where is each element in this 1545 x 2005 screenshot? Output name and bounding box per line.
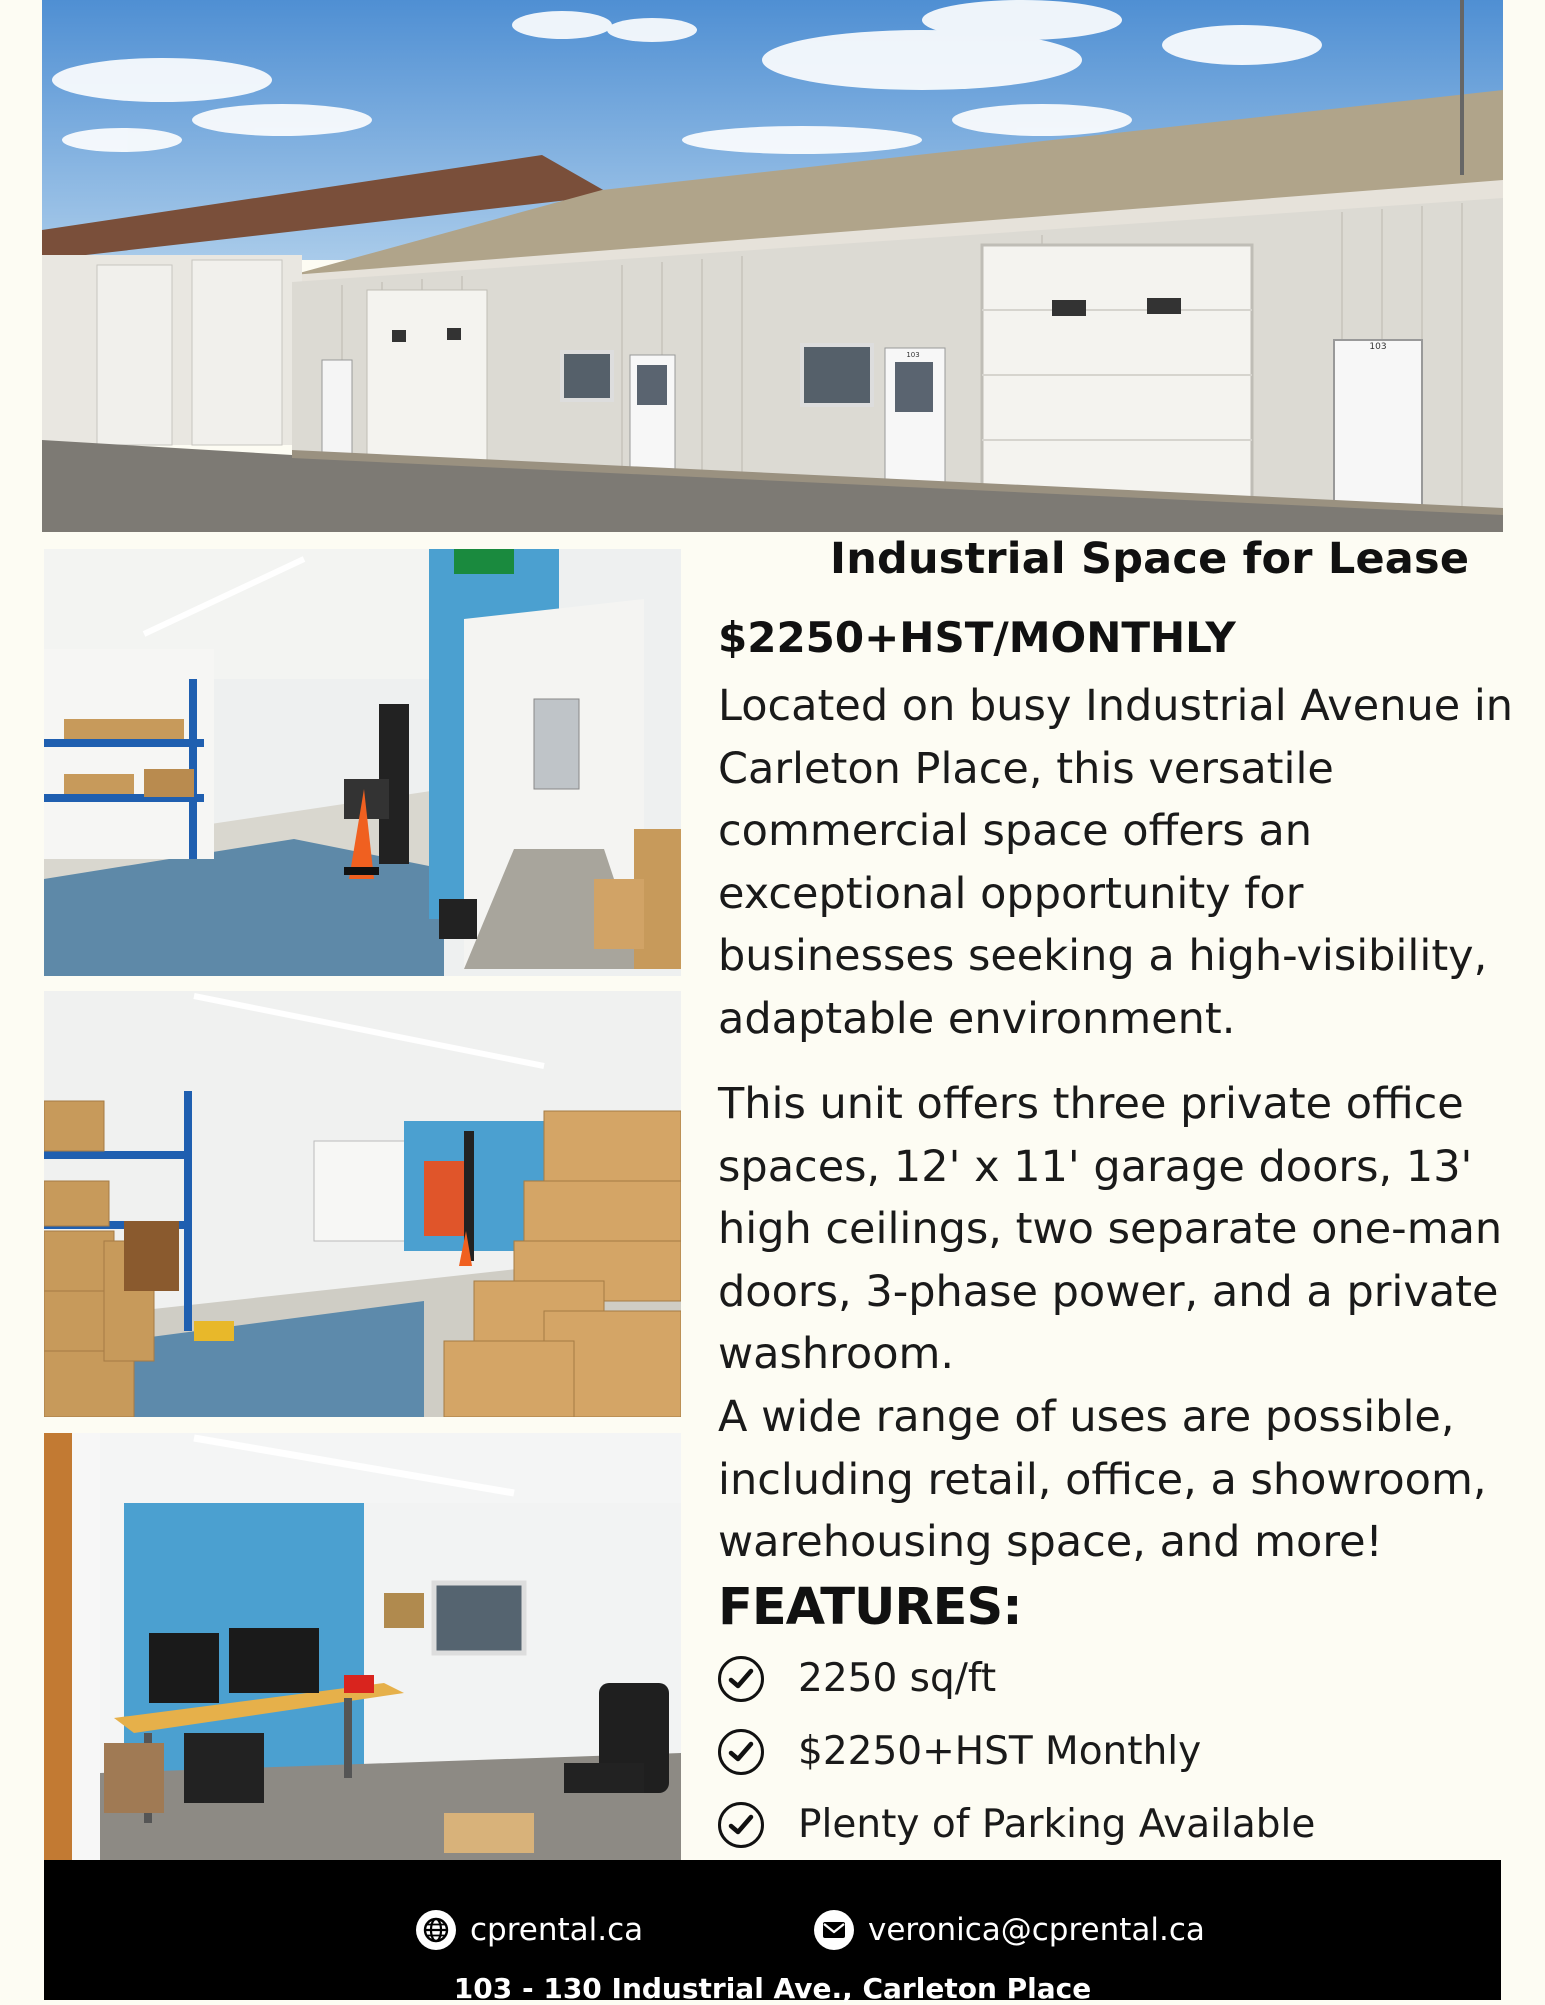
envelope-icon (814, 1910, 854, 1950)
website-link[interactable] (416, 1910, 643, 1950)
description-paragraph: This unit offers three private office spaces, 12' x 11' garage doors, 13' high ceilings, two separate one-man doors, 3-phase power, and a private washroom. (718, 1079, 1503, 1379)
door-number-label: 103 (906, 351, 920, 359)
building-exterior-photo (42, 0, 1503, 532)
check-circle-icon (718, 1802, 764, 1848)
email-text: veronica@cprental.ca (868, 1912, 1205, 1948)
description-paragraph: Located on busy Industrial Avenue in Carleton Place, this versatile commercial space offers an exceptional opportunity for businesses seeking a high-visibility, adaptable environment. (718, 681, 1514, 1044)
office-photo (44, 1433, 681, 1860)
feature-item (718, 1715, 1315, 1788)
feature-item (718, 1642, 1315, 1715)
check-circle-icon (718, 1656, 764, 1702)
features-heading: FEATURES: (718, 1578, 1022, 1637)
page-title: Industrial Space for Lease (830, 534, 1470, 584)
warehouse-hallway-photo (44, 549, 681, 976)
door-number-label: 103 (1369, 342, 1387, 352)
email-link[interactable] (814, 1910, 1205, 1950)
check-circle-icon (718, 1729, 764, 1775)
features-list (718, 1642, 1315, 1861)
contact-footer (44, 1860, 1501, 2005)
lease-price: $2250+HST/MONTHLY (718, 613, 1236, 662)
globe-icon (416, 1910, 456, 1950)
feature-text: Plenty of Parking Available (798, 1802, 1316, 1847)
description-paragraph: A wide range of uses are possible, including retail, office, a showroom, warehousing space, and more! (718, 1392, 1487, 1567)
warehouse-interior-photo (44, 991, 681, 1417)
property-address: 103 - 130 Industrial Ave., Carleton Place (453, 1972, 1092, 2005)
feature-text: 2250 sq/ft (798, 1656, 997, 1701)
website-text: cprental.ca (470, 1912, 644, 1948)
feature-item (718, 1788, 1315, 1861)
feature-text: $2250+HST Monthly (798, 1729, 1202, 1774)
